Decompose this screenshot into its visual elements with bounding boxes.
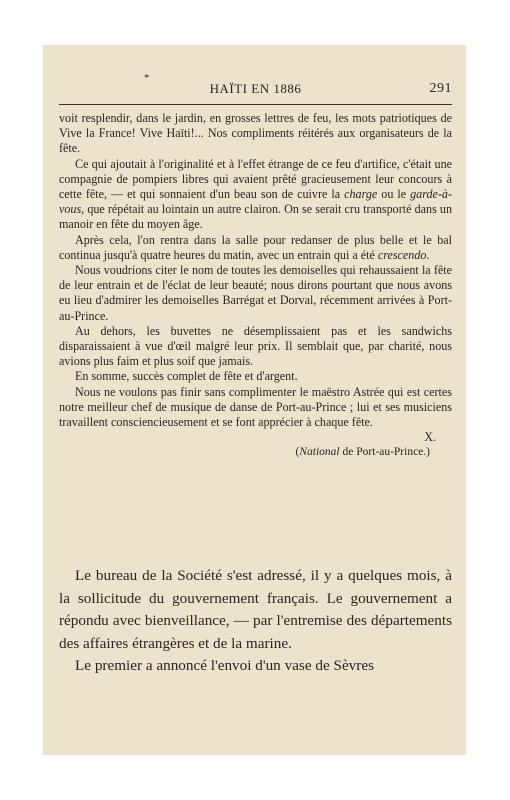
paragraph: En somme, succès complet de fête et d'argent.: [75, 369, 298, 384]
italic-term: crescendo: [377, 247, 427, 262]
paragraph: Nous ne voulons pas finir sans complimenter le maëstro Astrée qui est certes notre meilleur chef de musique de danse de Port-au-Prince ; lui et ses musiciens travaillent consciencieusement et se font apprécier à chaque fête.: [59, 384, 452, 430]
italic-term: garde-à-vous: [59, 187, 452, 217]
paragraph-text: , que répétait au lointain un autre clairon. On se serait cru transporté dans un manoir en fête du moyen âge.: [59, 202, 452, 232]
source-italic: National: [299, 446, 340, 459]
quoted-article: [59, 111, 452, 461]
source-citation: [59, 445, 452, 460]
paragraph: [59, 233, 452, 263]
paragraph: Le bureau de la Société s'est adressé, il y a quelques mois, à la sollicitude du gouvernement français. Le gouvernement a répondu avec bienveillance, — par l'entremise des départements des affaires étrangères et de la marine.: [59, 567, 452, 652]
running-title: HAÏTI EN 1886: [209, 81, 302, 96]
running-header: [59, 81, 452, 101]
page-mark: *: [144, 72, 150, 84]
paragraph-text: Après cela, l'on rentra dans la salle pour redanser de plus belle et le bal continua jusqu'à quatre heures du matin, avec un entrain qui a été: [59, 232, 452, 262]
paragraph-text: .: [426, 247, 430, 262]
paragraph: voit resplendir, dans le jardin, en grosses lettres de feu, les mots patriotiques de Vive la France! Vive Haïti!... Nos compliments réitérés aux organisateurs de la fête.: [59, 111, 452, 156]
book-page: [43, 45, 466, 755]
paragraph: [59, 157, 452, 233]
header-rule: [59, 104, 452, 105]
paragraph: Nous voudrions citer le nom de toutes les demoiselles qui rehaussaient la fête de leur entrain et de l'éclat de leur beauté; nous dirons pourtant que nous avons eu lieu d'admirer les demoiselles Barrégat et Dorval, récemment arrivées à Port-au-Prince.: [59, 263, 452, 323]
page-number: 291: [429, 81, 452, 96]
main-text: [59, 565, 452, 678]
source-paren: (: [295, 446, 300, 459]
paragraph: Au dehors, les buvettes ne désemplissaient pas et les sandwichs disparaissaient à vue d'œil malgré leur prix. Il semblait que, par charité, nous avions plus faim et plus soif que jamais.: [59, 323, 452, 369]
paragraph-text: ou le: [377, 187, 411, 202]
signature: X.: [424, 430, 436, 445]
source-text: de Port-au-Prince.): [339, 446, 430, 459]
paragraph-text: Ce qui ajoutait à l'originalité et à l'effet étrange de ce feu d'artifice, c'était une compagnie de pompiers libres qui avaient prêté gracieusement leur concours à cette fête, — et qui sonnaient d'un beau son de cuivre la: [59, 156, 452, 202]
paragraph: Le premier a annoncé l'envoi d'un vase de Sèvres: [75, 657, 374, 674]
italic-term: charge: [344, 187, 378, 202]
